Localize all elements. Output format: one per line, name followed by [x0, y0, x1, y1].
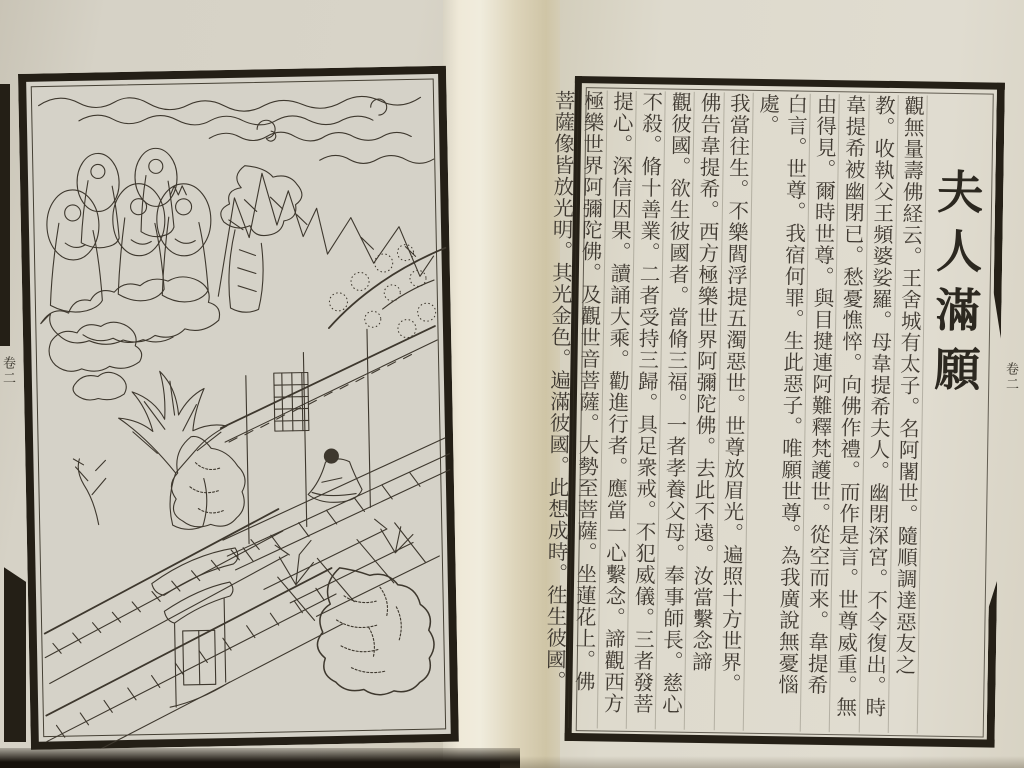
text-column: 菩薩像皆放光明。其光金色。遍滿彼國。此想成時。徃生彼國。 [539, 90, 578, 728]
text-column: 佛告韋提希。西方極樂世界阿彌陀佛。去此不遠。汝當繫念諦 [685, 92, 724, 730]
left-page [18, 66, 459, 750]
right-fold-label: 卷二 [1003, 362, 1018, 392]
page-edge-bar [0, 84, 10, 346]
text-column: 我當往生。不樂閻浮提五濁惡世。世尊放眉光。遍照十方世界。 [714, 92, 753, 730]
left-fold-label: 卷二 [0, 356, 15, 386]
bottom-edge-shadow [0, 748, 520, 768]
text-column: 觀彼國。欲生彼國者。當脩三福。一者孝養父母。奉事師長。慈心 [656, 91, 695, 729]
sutra-text [541, 89, 928, 733]
text-column: 由得見。爾時世尊。與目揵連阿難釋梵護世。從空而来。韋提希 [801, 94, 840, 732]
text-column: 極樂世界阿彌陀佛。及觀世音菩薩。大勢至菩薩。坐蓮花上。佛 [568, 90, 607, 728]
text-column: 不殺。脩十善業。二者受持三歸。具足衆戒。不犯威儀。三者發菩 [627, 91, 666, 729]
woodcut-illustration [18, 66, 459, 750]
left-fold-border [4, 560, 26, 742]
text-column: 韋提希被幽閉已。愁憂憔悴。向佛作禮。而作是言。世尊威重。無 [830, 94, 869, 732]
text-column: 白言。世尊。我宿何罪。生此惡子。唯願世尊。為我廣說無憂惱處。 [744, 93, 811, 732]
text-column: 教。收執父王頻婆娑羅。母韋提希夫人。幽閉深宮。不令復出。時 [859, 95, 898, 733]
text-column: 觀無量壽佛経云。王舍城有太子。名阿闍世。隨順調達惡友之 [889, 95, 928, 733]
text-column: 提心。深信因果。讀誦大乘。勸進行者。應當一心繫念。諦觀西方 [598, 91, 637, 729]
right-page [541, 76, 1005, 749]
page-title: 夫人滿願 [926, 167, 985, 405]
bottom-edge-shadow-right [500, 756, 1024, 768]
